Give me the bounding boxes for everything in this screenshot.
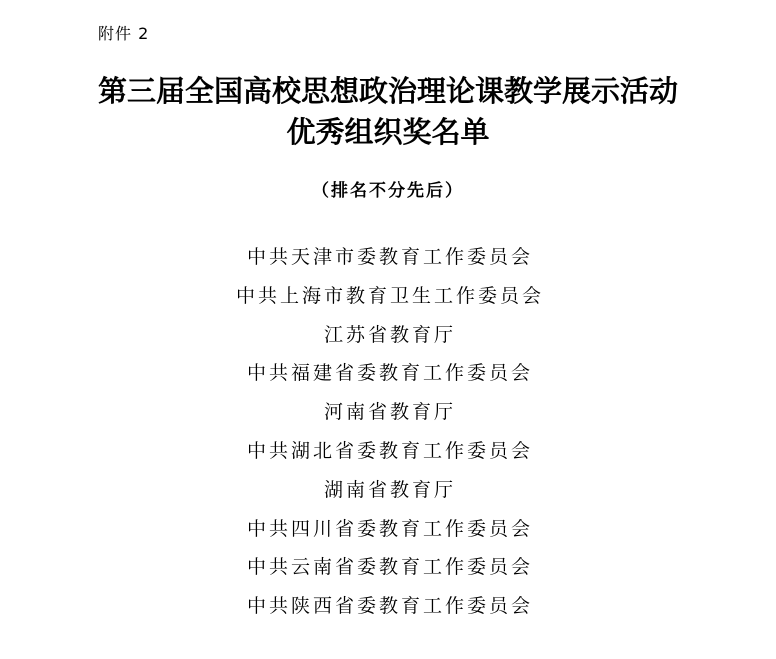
list-item: 江苏省教育厅 [323, 323, 456, 346]
list-item: 湖南省教育厅 [323, 478, 456, 501]
list-item: 中共天津市委教育工作委员会 [246, 246, 533, 268]
list-item: 中共福建省委教育工作委员会 [246, 362, 533, 385]
document-title-line-2: 优秀组织奖名单 [286, 115, 490, 149]
list-item: 中共湖北省委教育工作委员会 [246, 439, 533, 462]
list-item: 中共上海市教育卫生工作委员会 [235, 284, 544, 307]
list-item: 中共陕西省委教育工作委员会 [246, 595, 533, 618]
list-item: 河南省教育厅 [323, 401, 456, 424]
subtitle-note: （排名不分先后） [312, 181, 464, 201]
attachment-label: 附件 2 [98, 24, 150, 43]
list-item: 中共云南省委教育工作委员会 [246, 556, 533, 579]
list-item: 中共四川省委教育工作委员会 [246, 517, 533, 540]
document-title-line-1: 第三届全国高校思想政治理论课教学展示活动 [97, 74, 678, 108]
organization-list [0, 238, 776, 626]
